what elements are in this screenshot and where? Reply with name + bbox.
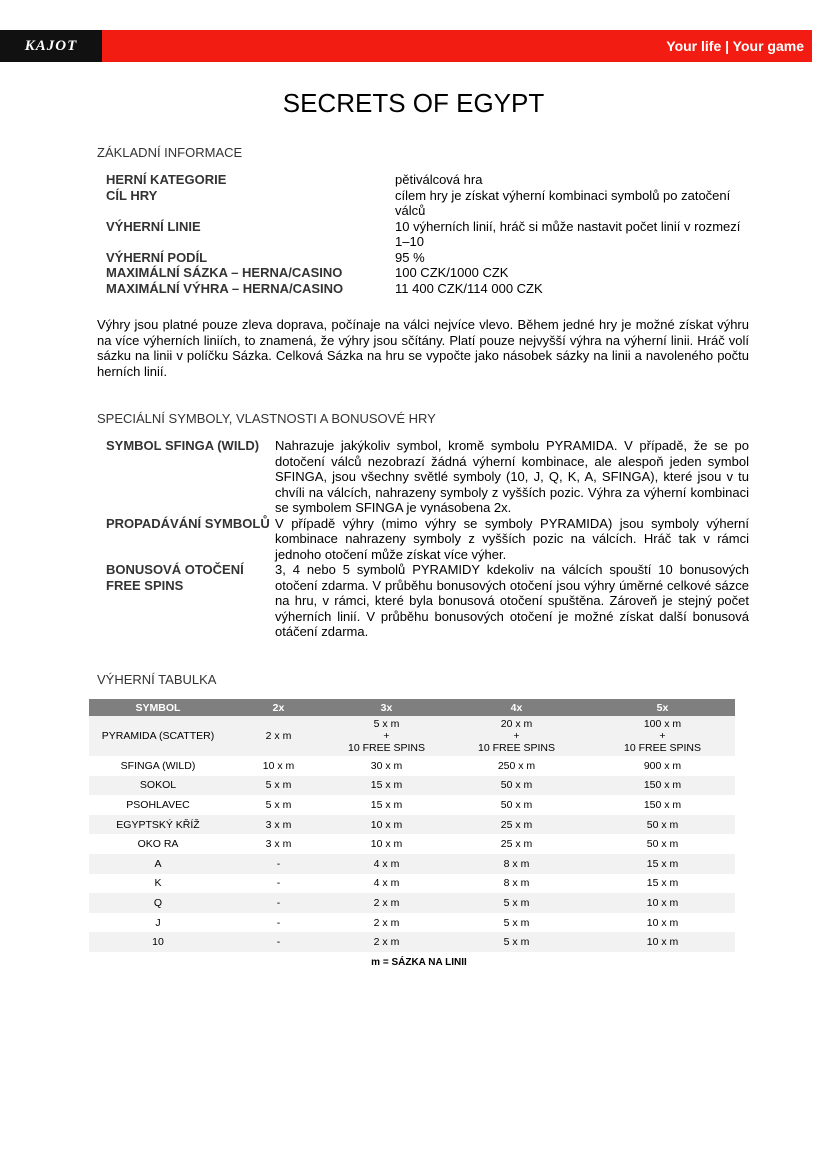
info-row — [106, 516, 749, 563]
table-cell: 3 x m — [227, 815, 330, 835]
table-cell: 10 x m — [370, 838, 403, 851]
paytable-footnote: m = SÁZKA NA LINII — [371, 957, 467, 968]
row-label: VÝHERNÍ PODÍL — [106, 249, 208, 265]
row-value: 95 % — [395, 249, 425, 265]
table-cell: 5 x m — [443, 932, 590, 952]
column-header: 3x — [330, 699, 443, 716]
row-value: 100 CZK/1000 CZK — [395, 265, 509, 280]
table-row — [89, 854, 735, 874]
table-cell: EGYPTSKÝ KŘÍŽ — [89, 815, 227, 835]
table-cell: - — [227, 932, 330, 952]
table-cell: 4 x m — [373, 877, 400, 890]
table-cell: 150 x m — [590, 776, 735, 796]
table-cell: 10 x m — [262, 759, 295, 772]
table-cell: 10 — [89, 932, 227, 952]
table-row — [89, 776, 735, 796]
table-row — [89, 913, 735, 933]
table-cell: 50 x m — [443, 776, 590, 796]
page-title: SECRETS OF EGYPT — [282, 88, 545, 118]
table-row — [89, 893, 735, 913]
table-cell: 5 x m — [443, 893, 590, 913]
table-cell: OKO RA — [137, 838, 179, 851]
table-cell: A — [89, 854, 227, 874]
table-cell: - — [227, 854, 330, 874]
table-cell: 2 x m — [330, 893, 443, 913]
basic-info-list — [106, 172, 750, 296]
table-cell: 15 x m — [330, 776, 443, 796]
table-row — [89, 756, 735, 776]
row-label: HERNÍ KATEGORIE — [106, 172, 227, 187]
table-cell: 15 x m — [370, 798, 403, 811]
row-label: PROPADÁVÁNÍ SYMBOLŮ — [106, 515, 270, 531]
table-cell: 8 x m — [503, 877, 530, 890]
table-cell: 25 x m — [443, 815, 590, 835]
table-cell: 4 x m — [330, 854, 443, 874]
table-cell: 10 x m — [646, 916, 679, 929]
table-row — [89, 716, 735, 756]
table-cell: 50 x m — [500, 798, 533, 811]
table-cell: 900 x m — [643, 759, 682, 772]
table-cell: 10 x m — [590, 932, 735, 952]
table-cell: 2 x m — [373, 916, 400, 929]
row-value: Nahrazuje jakýkoliv symbol, kromě symbolu PYRAMIDA. V případě, že se po dotočení válců nezobrazí žádná výherní kombinace, ale alespoň jeden symbol SFINGA, jsou všechny světlé symboly (10, J, Q, K, A, SFINGA), které jsou v tu chvíli na válcích, nahrazeny symboly z vyšších pozic. Výhra za výherní kombinaci se symbolem SFINGA je vynásobena 2x. — [275, 438, 749, 515]
info-row — [106, 438, 749, 516]
table-cell: 10 x m — [590, 893, 735, 913]
column-header: 2x — [227, 699, 330, 716]
table-cell: Q — [89, 893, 227, 913]
table-cell: 150 x m — [643, 798, 682, 811]
table-cell: 5 x m — [503, 916, 530, 929]
table-cell: - — [227, 893, 330, 913]
table-cell: 20 x m + 10 FREE SPINS — [443, 716, 590, 756]
table-cell: 15 x m — [590, 854, 735, 874]
table-cell: SOKOL — [89, 776, 227, 796]
table-row — [89, 795, 735, 815]
table-cell: 30 x m — [370, 759, 403, 772]
table-cell: PYRAMIDA (SCATTER) — [89, 716, 227, 756]
row-value: V případě výhry (mimo výhry se symboly PYRAMIDA) jsou symboly výherní kombinace nahrazeny symboly z vyšších pozic na válcích. Hráč tak v rámci jednoho otočení může získat více výher. — [275, 515, 749, 562]
table-cell: 10 x m — [330, 815, 443, 835]
table-cell: 50 x m — [590, 815, 735, 835]
row-value: pětiválcová hra — [395, 172, 483, 187]
row-label: MAXIMÁLNÍ SÁZKA – HERNA/CASINO — [106, 265, 343, 280]
table-cell: SFINGA (WILD) — [120, 759, 196, 772]
table-cell: 8 x m — [443, 854, 590, 874]
info-row — [106, 219, 750, 250]
table-cell: 5 x m — [265, 798, 292, 811]
info-row — [106, 265, 750, 281]
rules-paragraph: Výhry jsou platné pouze zleva doprava, počínaje na válci nejvíce vlevo. Během jedné hry je možné získat výhru na více výherních liniích, to znamená, že výhry jsou sčítány. Platí pouze nejvyšší výhra na výherní linii. Hráč volí sázku na linii v políčku Sázka. Celková Sázka na hru se vypočte jako násobek sázky na linii a navoleného počtu herních linií. — [97, 317, 749, 379]
row-label: CÍL HRY — [106, 187, 158, 203]
section-heading-special: SPECIÁLNÍ SYMBOLY, VLASTNOSTI A BONUSOVÉ HRY — [97, 411, 436, 426]
row-value: 3, 4 nebo 5 symbolů PYRAMIDY kdekoliv na válcích spouští 10 bonusových otočení zdarma. V průběhu bonusových otočení jsou výhry úměrné celkové sázce na hru, v rámci, které byla bonusová otočení spuštěna. Zároveň je stejný počet výherních linií. V průběhu bonusových otočení je možné získat další bonusová otáčení zdarma. — [275, 562, 749, 639]
row-label: MAXIMÁLNÍ VÝHRA – HERNA/CASINO — [106, 280, 344, 296]
slogan: Your life | Your game — [666, 38, 804, 54]
special-list — [106, 438, 749, 640]
table-row — [89, 932, 735, 952]
table-cell: J — [155, 916, 161, 929]
table-cell: 15 x m — [646, 877, 679, 890]
table-cell: 2 x m — [330, 932, 443, 952]
row-label: VÝHERNÍ LINIE — [106, 218, 201, 234]
table-cell: K — [154, 877, 162, 890]
info-row — [106, 562, 749, 640]
table-cell: 100 x m + 10 FREE SPINS — [590, 716, 735, 756]
table-cell: 2 x m — [227, 716, 330, 756]
row-value: 11 400 CZK/114 000 CZK — [395, 280, 543, 296]
table-cell: 25 x m — [500, 838, 533, 851]
row-label: SYMBOL SFINGA (WILD) — [106, 438, 260, 453]
table-cell: 5 x m + 10 FREE SPINS — [330, 716, 443, 756]
section-heading-paytable: VÝHERNÍ TABULKA — [97, 672, 217, 687]
table-cell: - — [276, 877, 281, 890]
column-header: SYMBOL — [89, 699, 227, 716]
row-value: 10 výherních linií, hráč si může nastavit počet linií v rozmezí 1–10 — [395, 218, 741, 249]
row-value: cílem hry je získat výherní kombinaci symbolů po zatočení válců — [395, 187, 731, 218]
kajot-logo: KAJOT — [0, 30, 102, 62]
column-header: 5x — [590, 699, 735, 716]
table-cell: 250 x m — [497, 759, 536, 772]
info-row — [106, 172, 750, 188]
table-cell: 50 x m — [646, 838, 679, 851]
table-cell: 3 x m — [265, 838, 292, 851]
row-label: BONUSOVÁ OTOČENÍ FREE SPINS — [106, 562, 244, 593]
section-heading-basic: ZÁKLADNÍ INFORMACE — [97, 145, 243, 160]
table-cell: - — [276, 916, 281, 929]
table-row — [89, 815, 735, 835]
brand-header — [0, 30, 812, 62]
table-cell: 5 x m — [227, 776, 330, 796]
info-row — [106, 250, 750, 266]
paytable — [89, 699, 735, 952]
table-cell: PSOHLAVEC — [126, 798, 190, 811]
info-row — [106, 281, 750, 297]
column-header: 4x — [443, 699, 590, 716]
table-row — [89, 834, 735, 854]
info-row — [106, 188, 750, 219]
table-row — [89, 874, 735, 894]
